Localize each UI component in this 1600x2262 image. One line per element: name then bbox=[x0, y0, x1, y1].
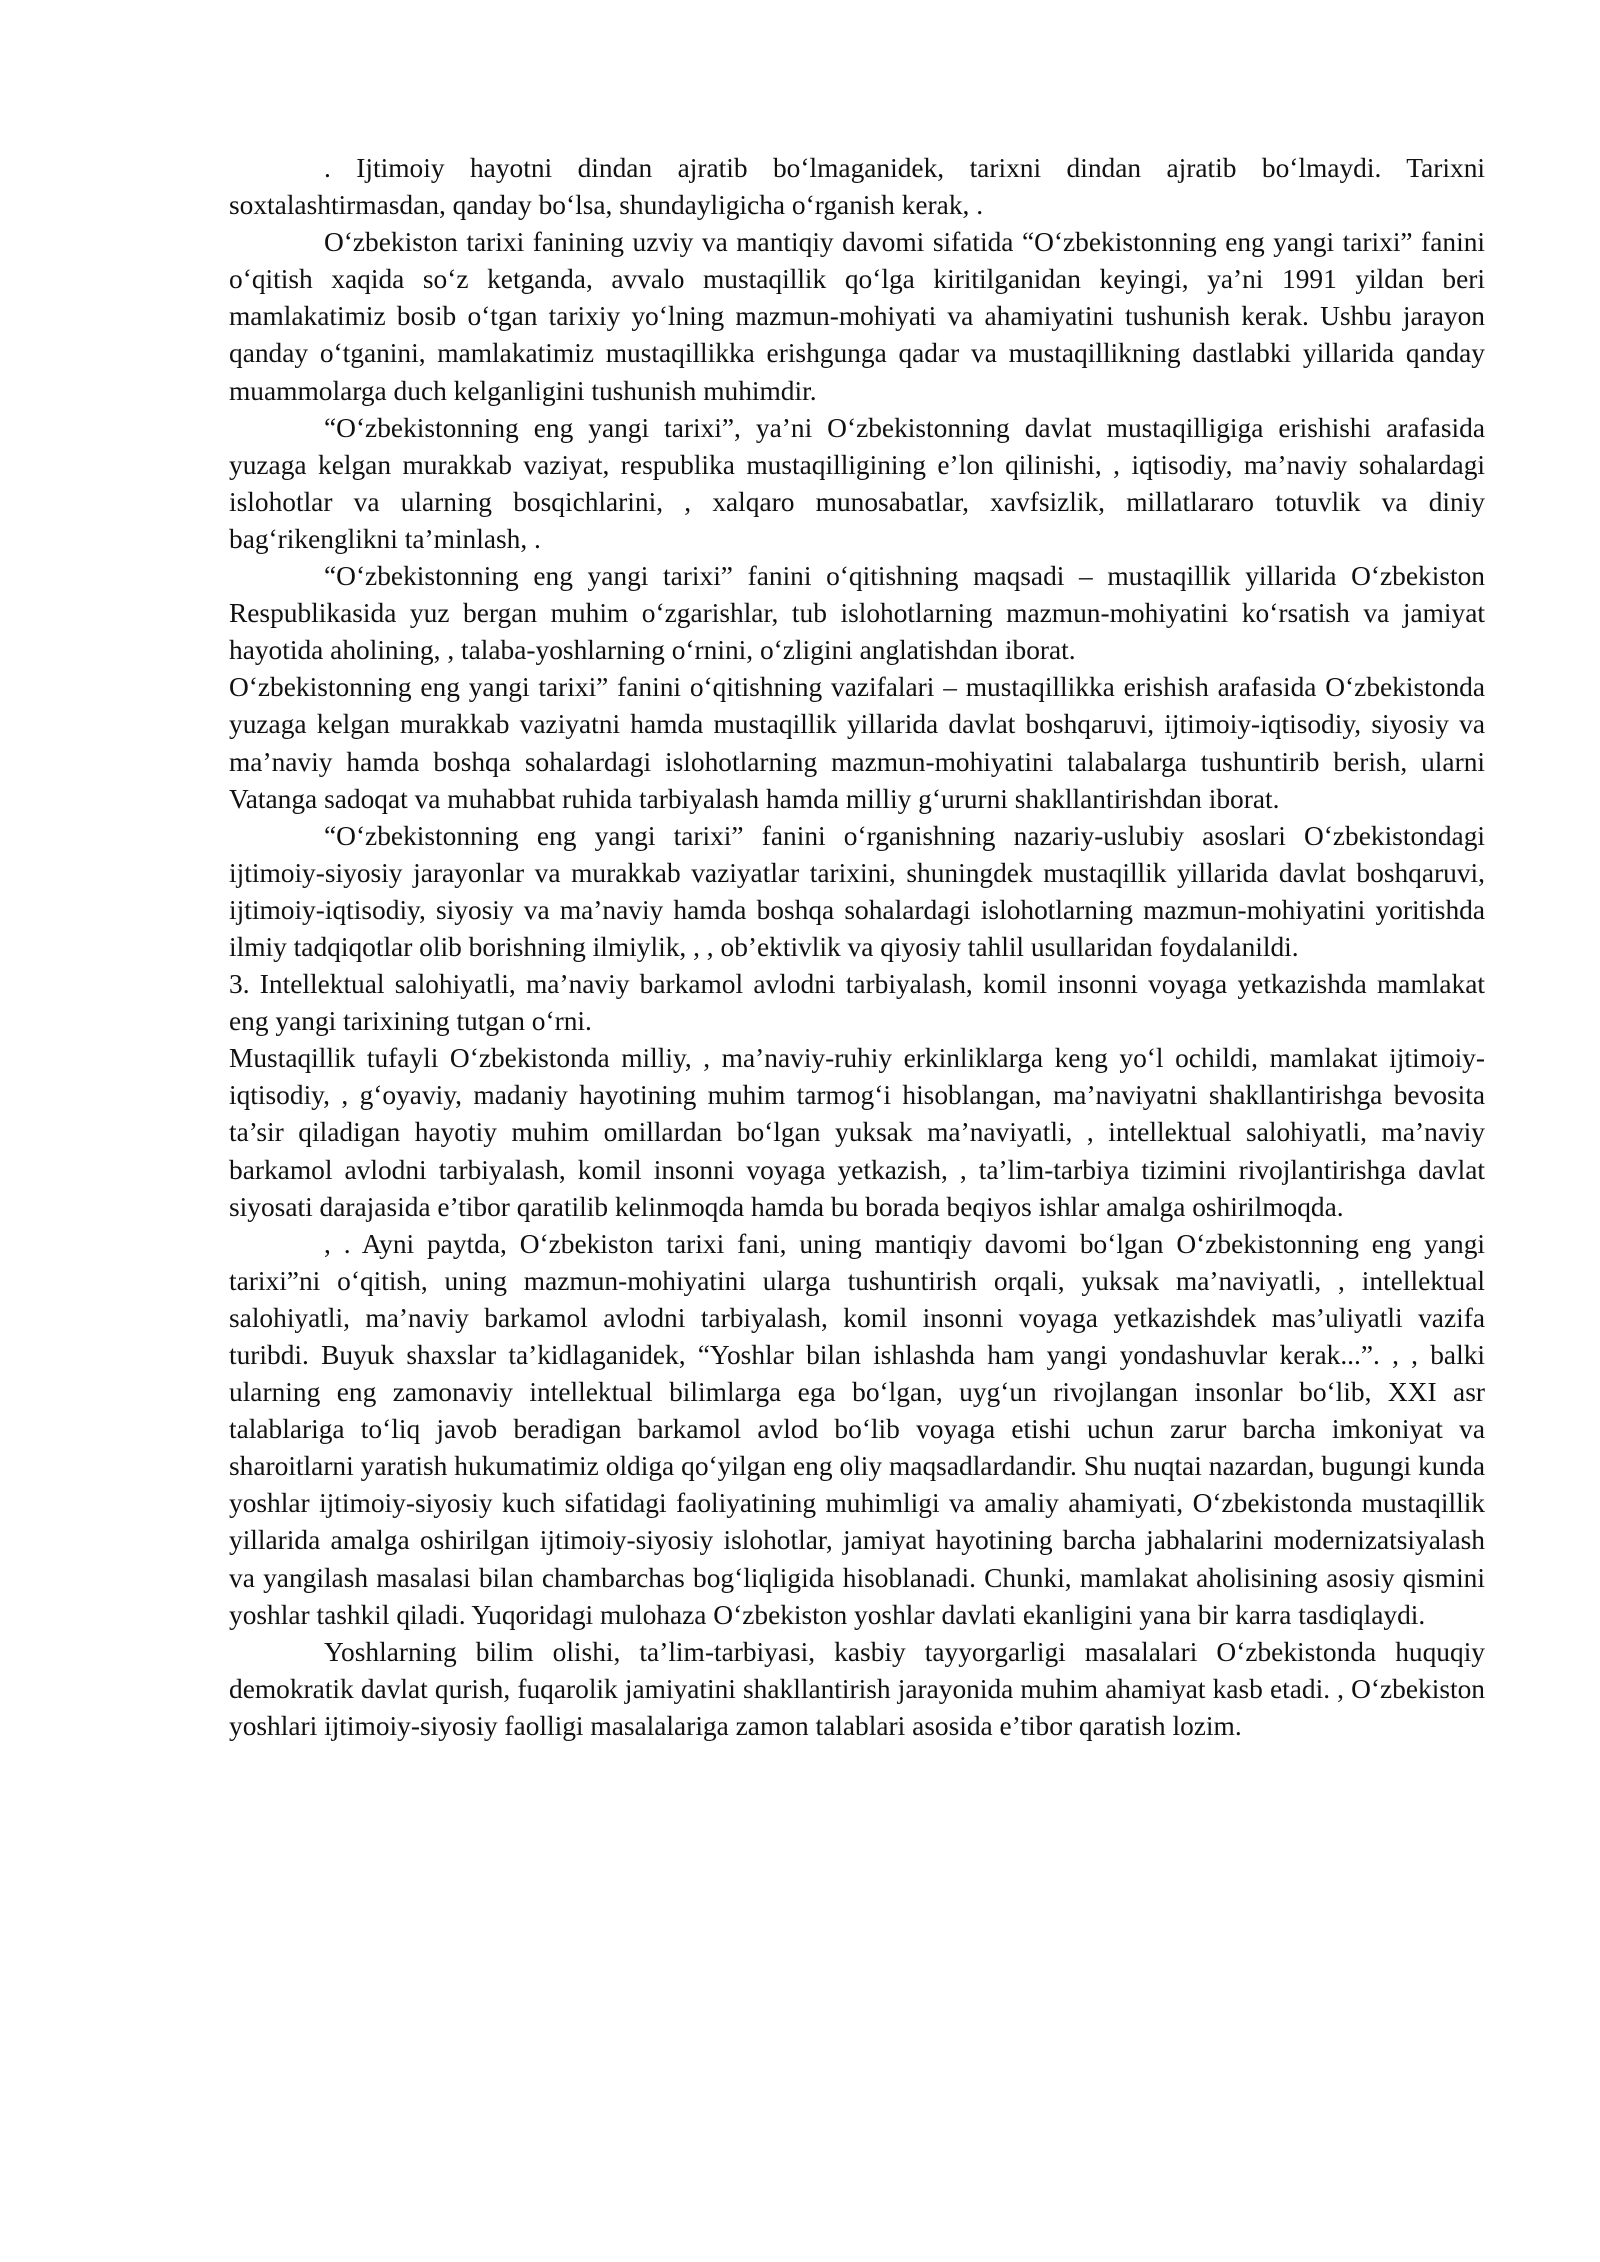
paragraph-6: “O‘zbekistonning eng yangi tarixi” fanini o‘rganishning nazariy-uslubiy asoslari O‘zbekistondagi ijtimoiy-siyosiy jarayonlar va murakkab vaziyatlar tarixini, shuningdek mustaqillik yillarida davlat boshqaruvi, ijtimoiy-iqtisodiy, siyosiy va ma’naviy hamda boshqa sohalardagi islohotlarning mazmun-mohiyatini yoritishda ilmiy tadqiqotlar olib borishning ilmiylik, , , ob’ektivlik va qiyosiy tahlil usullaridan foydalanildi. bbox=[229, 820, 1485, 962]
paragraph-8: Mustaqillik tufayli O‘zbekistonda milliy, , ma’naviy-ruhiy erkinliklarga keng yo‘l ochildi, mamlakat ijtimoiy-iqtisodiy, , g‘oyaviy, madaniy hayotining muhim tarmog‘i hisoblangan, ma’naviyatni shakllantirishga bevosita ta’sir qiladigan hayotiy muhim omillardan bo‘lgan yuksak ma’naviyatli, , intellektual salohiyatli, ma’naviy barkamol avlodni tarbiyalash, komil insonni voyaga yetkazish, , ta’lim-tarbiya tizimini rivojlantirishga davlat siyosati darajasida e’tibor qaratilib kelinmoqda hamda bu borada beqiyos ishlar amalga oshirilmoqda. bbox=[229, 1043, 1485, 1222]
paragraph-3: “O‘zbekistonning eng yangi tarixi”, ya’ni O‘zbekistonning davlat mustaqilligiga erishishi arafasida yuzaga kelgan murakkab vaziyat, respublika mustaqilligining e’lon qilinishi, , iqtisodiy, ma’naviy sohalardagi islohotlar va ularning bosqichlarini, , xalqaro munosabatlar, xavfsizlik, millatlararo totuvlik va diniy bag‘rikenglikni ta’minlash, . bbox=[229, 412, 1485, 554]
paragraph-1: . Ijtimoiy hayotni dindan ajratib bo‘lmaganidek, tarixni dindan ajratib bo‘lmaydi. Tarixni soxtalashtirmasdan, qanday bo‘lsa, shundayligicha o‘rganish kerak, . bbox=[229, 153, 1485, 221]
section-heading-3: 3. Intellektual salohiyatli, ma’naviy barkamol avlodni tarbiyalash, komil insonni voyaga yetkazishda mamlakat eng yangi tarixining tutgan o‘rni. bbox=[229, 969, 1485, 1037]
paragraph-5: O‘zbekistonning eng yangi tarixi” fanini o‘qitishning vazifalari – mustaqillikka erishish arafasida O‘zbekistonda yuzaga kelgan murakkab vaziyatni hamda mustaqillik yillarida davlat boshqaruvi, ijtimoiy-iqtisodiy, siyosiy va ma’naviy hamda boshqa sohalardagi islohotlarning mazmun-mohiyatini talabalarga tushuntirib berish, ularni Vatanga sadoqat va muhabbat ruhida tarbiyalash hamda milliy g‘ururni shakllantirishdan iborat. bbox=[229, 672, 1485, 814]
paragraph-10: Yoshlarning bilim olishi, ta’lim-tarbiyasi, kasbiy tayyorgarligi masalalari O‘zbekistonda huquqiy demokratik davlat qurish, fuqarolik jamiyatini shakllantirish jarayonida muhim ahamiyat kasb etadi. , O‘zbekiston yoshlari ijtimoiy-siyosiy faolligi masalalariga zamon talablari asosida e’tibor qaratish lozim. bbox=[229, 1636, 1485, 1741]
paragraph-2: O‘zbekiston tarixi fanining uzviy va mantiqiy davomi sifatida “O‘zbekistonning eng yangi tarixi” fanini o‘qitish xaqida so‘z ketganda, avvalo mustaqillik qo‘lga kiritilganidan keyingi, ya’ni 1991 yildan beri mamlakatimiz bosib o‘tgan tarixiy yo‘lning mazmun-mohiyati va ahamiyatini tushunish kerak. Ushbu jarayon qanday o‘tganini, mamlakatimiz mustaqillikka erishgunga qadar va mustaqillikning dastlabki yillarida qanday muammolarga duch kelganligini tushunish muhimdir. bbox=[229, 227, 1485, 406]
document-page bbox=[229, 150, 1485, 1745]
paragraph-4: “O‘zbekistonning eng yangi tarixi” fanini o‘qitishning maqsadi – mustaqillik yillarida O‘zbekiston Respublikasida yuz bergan muhim o‘zgarishlar, tub islohotlarning mazmun-mohiyatini ko‘rsatish va jamiyat hayotida aholining, , talaba-yoshlarning o‘rnini, o‘zligini anglatishdan iborat. bbox=[229, 561, 1485, 666]
paragraph-9: , . Ayni paytda, O‘zbekiston tarixi fani, uning mantiqiy davomi bo‘lgan O‘zbekistonning eng yangi tarixi”ni o‘qitish, uning mazmun-mohiyatini ularga tushuntirish orqali, yuksak ma’naviyatli, , intellektual salohiyatli, ma’naviy barkamol avlodni tarbiyalash, komil insonni voyaga yetkazishdek mas’uliyatli vazifa turibdi. Buyuk shaxslar ta’kidlaganidek, “Yoshlar bilan ishlashda ham yangi yondashuvlar kerak...”. , , balki ularning eng zamonaviy intellektual bilimlarga ega bo‘lgan, uyg‘un rivojlangan insonlar bo‘lib, XXI asr talablariga to‘liq javob beradigan barkamol avlod bo‘lib voyaga etishi uchun zarur barcha imkoniyat va sharoitlarni yaratish hukumatimiz oldiga qo‘yilgan eng oliy maqsadlardandir. Shu nuqtai nazardan, bugungi kunda yoshlar ijtimoiy-siyosiy kuch sifatidagi faoliyatining muhimligi va amaliy ahamiyati, O‘zbekistonda mustaqillik yillarida amalga oshirilgan ijtimoiy-siyosiy islohotlar, jamiyat hayotining barcha jabhalarini modernizatsiyalash va yangilash masalasi bilan chambarchas bog‘liqligida hisoblanadi. Chunki, mamlakat aholisining asosiy qismini yoshlar tashkil qiladi. Yuqoridagi mulohaza O‘zbekiston yoshlar davlati ekanligini yana bir karra tasdiqlaydi. bbox=[229, 1228, 1485, 1630]
